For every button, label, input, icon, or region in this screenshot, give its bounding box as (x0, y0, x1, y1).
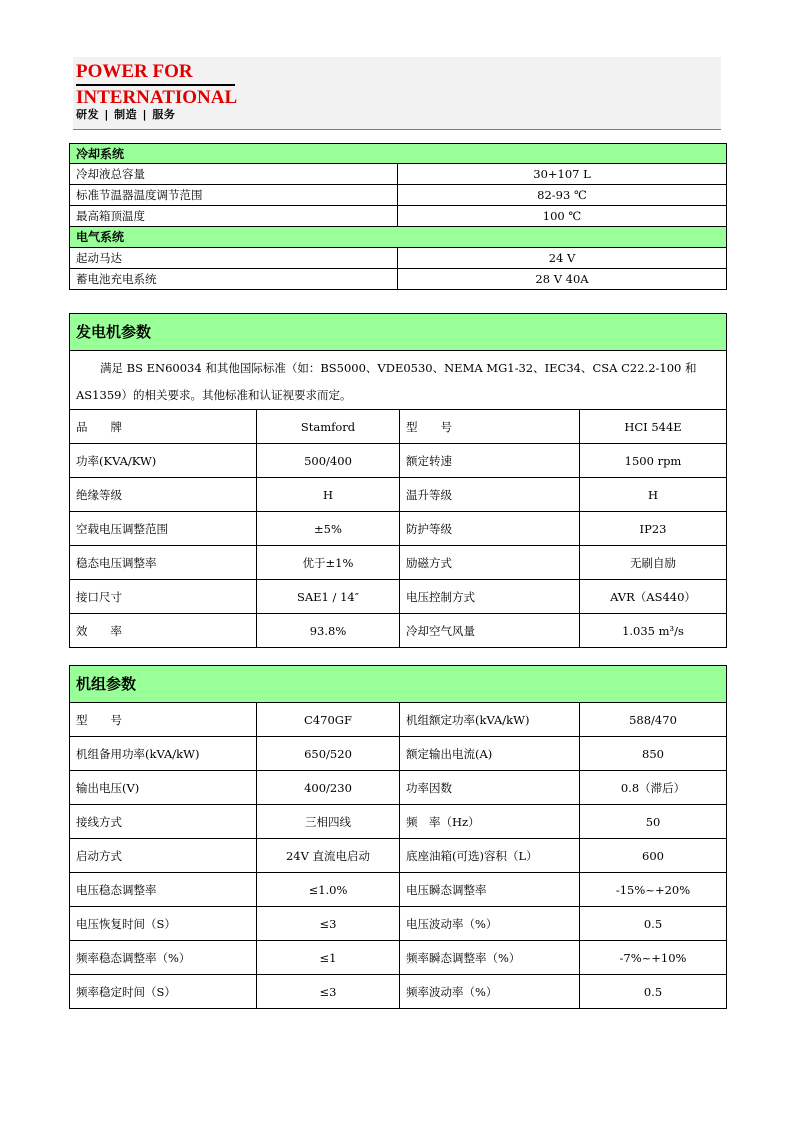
param-value: Stamford (257, 410, 400, 444)
param-value: 0.5 (580, 907, 727, 941)
param-value: ≤3 (257, 907, 400, 941)
param-label: 绝缘等级 (70, 478, 257, 512)
electrical-system-heading: 电气系统 (70, 227, 727, 248)
param-value: 500/400 (257, 444, 400, 478)
generator-section-title: 发电机参数 (70, 314, 727, 351)
param-label: 频 率（Hz） (400, 805, 580, 839)
param-label: 品 牌 (70, 410, 257, 444)
param-value: -15%~+20% (580, 873, 727, 907)
param-value: IP23 (580, 512, 727, 546)
param-value: 0.5 (580, 975, 727, 1009)
param-value: C470GF (257, 703, 400, 737)
param-label: 电压稳态调整率 (70, 873, 257, 907)
header-divider (73, 129, 721, 130)
param-label: 空载电压调整范围 (70, 512, 257, 546)
param-value: H (580, 478, 727, 512)
spec-value: 24 V (398, 248, 727, 269)
param-label: 输出电压(V) (70, 771, 257, 805)
param-value: 1500 rpm (580, 444, 727, 478)
param-label: 电压恢复时间（S） (70, 907, 257, 941)
param-label: 接口尺寸 (70, 580, 257, 614)
param-label: 功率因数 (400, 771, 580, 805)
spec-value: 100 ℃ (398, 206, 727, 227)
param-label: 机组额定功率(kVA/kW) (400, 703, 580, 737)
param-label: 冷却空气风量 (400, 614, 580, 648)
param-value: -7%~+10% (580, 941, 727, 975)
param-label: 型 号 (70, 703, 257, 737)
spec-label: 冷却液总容量 (70, 164, 398, 185)
param-value: 50 (580, 805, 727, 839)
brand-line-1: POWER FOR (76, 60, 235, 86)
param-label: 额定转速 (400, 444, 580, 478)
param-label: 温升等级 (400, 478, 580, 512)
param-label: 防护等级 (400, 512, 580, 546)
param-label: 稳态电压调整率 (70, 546, 257, 580)
param-label: 机组备用功率(kVA/kW) (70, 737, 257, 771)
param-label: 频率稳态调整率（%） (70, 941, 257, 975)
param-label: 频率稳定时间（S） (70, 975, 257, 1009)
param-value: SAE1 / 14″ (257, 580, 400, 614)
param-value: 优于±1% (257, 546, 400, 580)
spec-label: 最高箱顶温度 (70, 206, 398, 227)
param-value: ±5% (257, 512, 400, 546)
param-label: 接线方式 (70, 805, 257, 839)
param-value: 588/470 (580, 703, 727, 737)
param-label: 频率瞬态调整率（%） (400, 941, 580, 975)
spec-value: 28 V 40A (398, 269, 727, 290)
cooling-electrical-table (69, 143, 727, 290)
param-value: AVR（AS440） (580, 580, 727, 614)
param-value: 93.8% (257, 614, 400, 648)
param-value: ≤1.0% (257, 873, 400, 907)
generator-parameters-table (69, 313, 727, 648)
genset-section-title: 机组参数 (70, 666, 727, 703)
param-value: 400/230 (257, 771, 400, 805)
param-label: 额定输出电流(A) (400, 737, 580, 771)
param-label: 效 率 (70, 614, 257, 648)
cooling-system-heading: 冷却系统 (70, 144, 727, 164)
spec-label: 标准节温器温度调节范围 (70, 185, 398, 206)
brand-logo (76, 60, 237, 110)
param-label: 启动方式 (70, 839, 257, 873)
param-label: 型 号 (400, 410, 580, 444)
param-value: ≤1 (257, 941, 400, 975)
param-label: 电压瞬态调整率 (400, 873, 580, 907)
param-value: 无刷自励 (580, 546, 727, 580)
param-value: HCI 544E (580, 410, 727, 444)
param-value: 0.8（滞后） (580, 771, 727, 805)
param-label: 电压控制方式 (400, 580, 580, 614)
param-value: H (257, 478, 400, 512)
param-label: 励磁方式 (400, 546, 580, 580)
brand-line-2: INTERNATIONAL (76, 87, 238, 108)
tagline: 研发 | 制造 | 服务 (76, 108, 176, 121)
spec-label: 蓄电池充电系统 (70, 269, 398, 290)
param-value: 650/520 (257, 737, 400, 771)
spec-label: 起动马达 (70, 248, 398, 269)
standards-note: 满足 BS EN60034 和其他国际标准（如：BS5000、VDE0530、NEMA MG1-32、IEC34、CSA C22.2-100 和 AS1359）的相关要求。其他标准和认证视要求而定。 (70, 351, 727, 410)
param-label: 底座油箱(可选)容积（L） (400, 839, 580, 873)
param-label: 电压波动率（%） (400, 907, 580, 941)
param-value: 850 (580, 737, 727, 771)
param-value: 24V 直流电启动 (257, 839, 400, 873)
genset-parameters-table (69, 665, 727, 1009)
spec-value: 30+107 L (398, 164, 727, 185)
param-label: 功率(KVA/KW) (70, 444, 257, 478)
spec-value: 82-93 ℃ (398, 185, 727, 206)
param-label: 频率波动率（%） (400, 975, 580, 1009)
param-value: ≤3 (257, 975, 400, 1009)
param-value: 1.035 m³/s (580, 614, 727, 648)
param-value: 三相四线 (257, 805, 400, 839)
param-value: 600 (580, 839, 727, 873)
